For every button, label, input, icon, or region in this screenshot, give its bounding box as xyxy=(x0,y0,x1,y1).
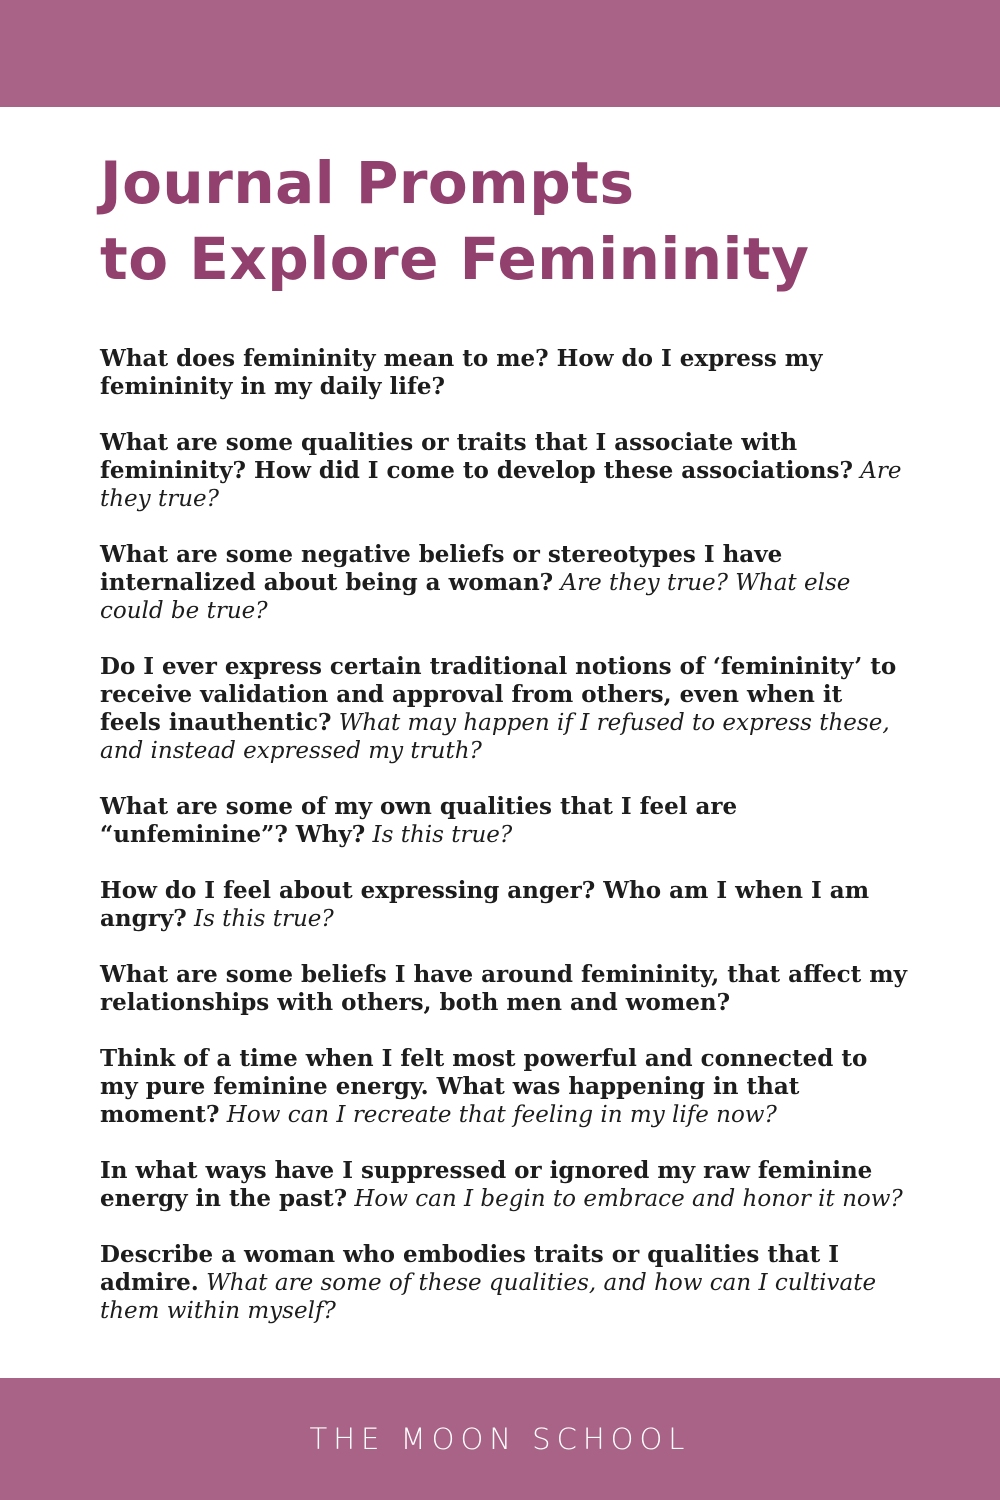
prompt-followup: Is this true? xyxy=(372,822,513,848)
prompt-item xyxy=(100,345,910,401)
prompt-question: Think of a time when I felt most powerful and connected to my pure feminine energy. What was happening in that moment? xyxy=(100,1045,868,1128)
prompt-item xyxy=(100,793,910,849)
prompt-followup: Are they true? xyxy=(100,458,902,512)
title-line-1: Journal Prompts xyxy=(100,149,635,217)
footer-band xyxy=(0,1378,1000,1500)
prompt-followup: Is this true? xyxy=(193,906,334,932)
prompt-question: Describe a woman who embodies traits or qualities that I admire. xyxy=(100,1241,839,1296)
prompt-question: In what ways have I suppressed or ignored my raw feminine energy in the past? xyxy=(100,1157,873,1212)
prompt-followup: Are they true? What else could be true? xyxy=(100,570,851,624)
prompt-question: What are some beliefs I have around femininity, that affect my relationships with others, both men and women? xyxy=(100,961,907,1016)
prompt-item xyxy=(100,1241,910,1325)
footer-brand: THE MOON SCHOOL xyxy=(309,1422,691,1456)
prompt-question: What does femininity mean to me? How do I express my femininity in my daily life? xyxy=(100,345,823,400)
title-line-2: to Explore Femininity xyxy=(100,225,810,293)
prompt-question: What are some qualities or traits that I associate with femininity? How did I come to develop these associations? xyxy=(100,429,853,484)
page-title xyxy=(100,145,809,297)
prompt-followup: What are some of these qualities, and how can I cultivate them within myself? xyxy=(100,1270,877,1324)
prompt-item xyxy=(100,961,910,1017)
top-color-band xyxy=(0,0,1000,107)
prompt-question: What are some of my own qualities that I feel are “unfeminine”? Why? xyxy=(100,793,738,848)
prompt-followup: How can I begin to embrace and honor it now? xyxy=(354,1186,903,1212)
prompt-item xyxy=(100,1157,910,1213)
prompt-followup: What may happen if I refused to express these, and instead expressed my truth? xyxy=(100,710,890,764)
prompt-list xyxy=(100,345,910,1353)
prompt-item xyxy=(100,653,910,765)
prompt-item xyxy=(100,541,910,625)
prompt-question: What are some negative beliefs or stereotypes I have internalized about being a woman? xyxy=(100,541,783,596)
prompt-question: How do I feel about expressing anger? Who am I when I am angry? xyxy=(100,877,870,932)
prompt-followup: How can I recreate that feeling in my life now? xyxy=(226,1102,777,1128)
prompt-item xyxy=(100,429,910,513)
prompt-item xyxy=(100,877,910,933)
prompt-question: Do I ever express certain traditional notions of ‘femininity’ to receive validation and approval from others, even when it feels inauthentic? xyxy=(100,653,897,736)
prompt-item xyxy=(100,1045,910,1129)
